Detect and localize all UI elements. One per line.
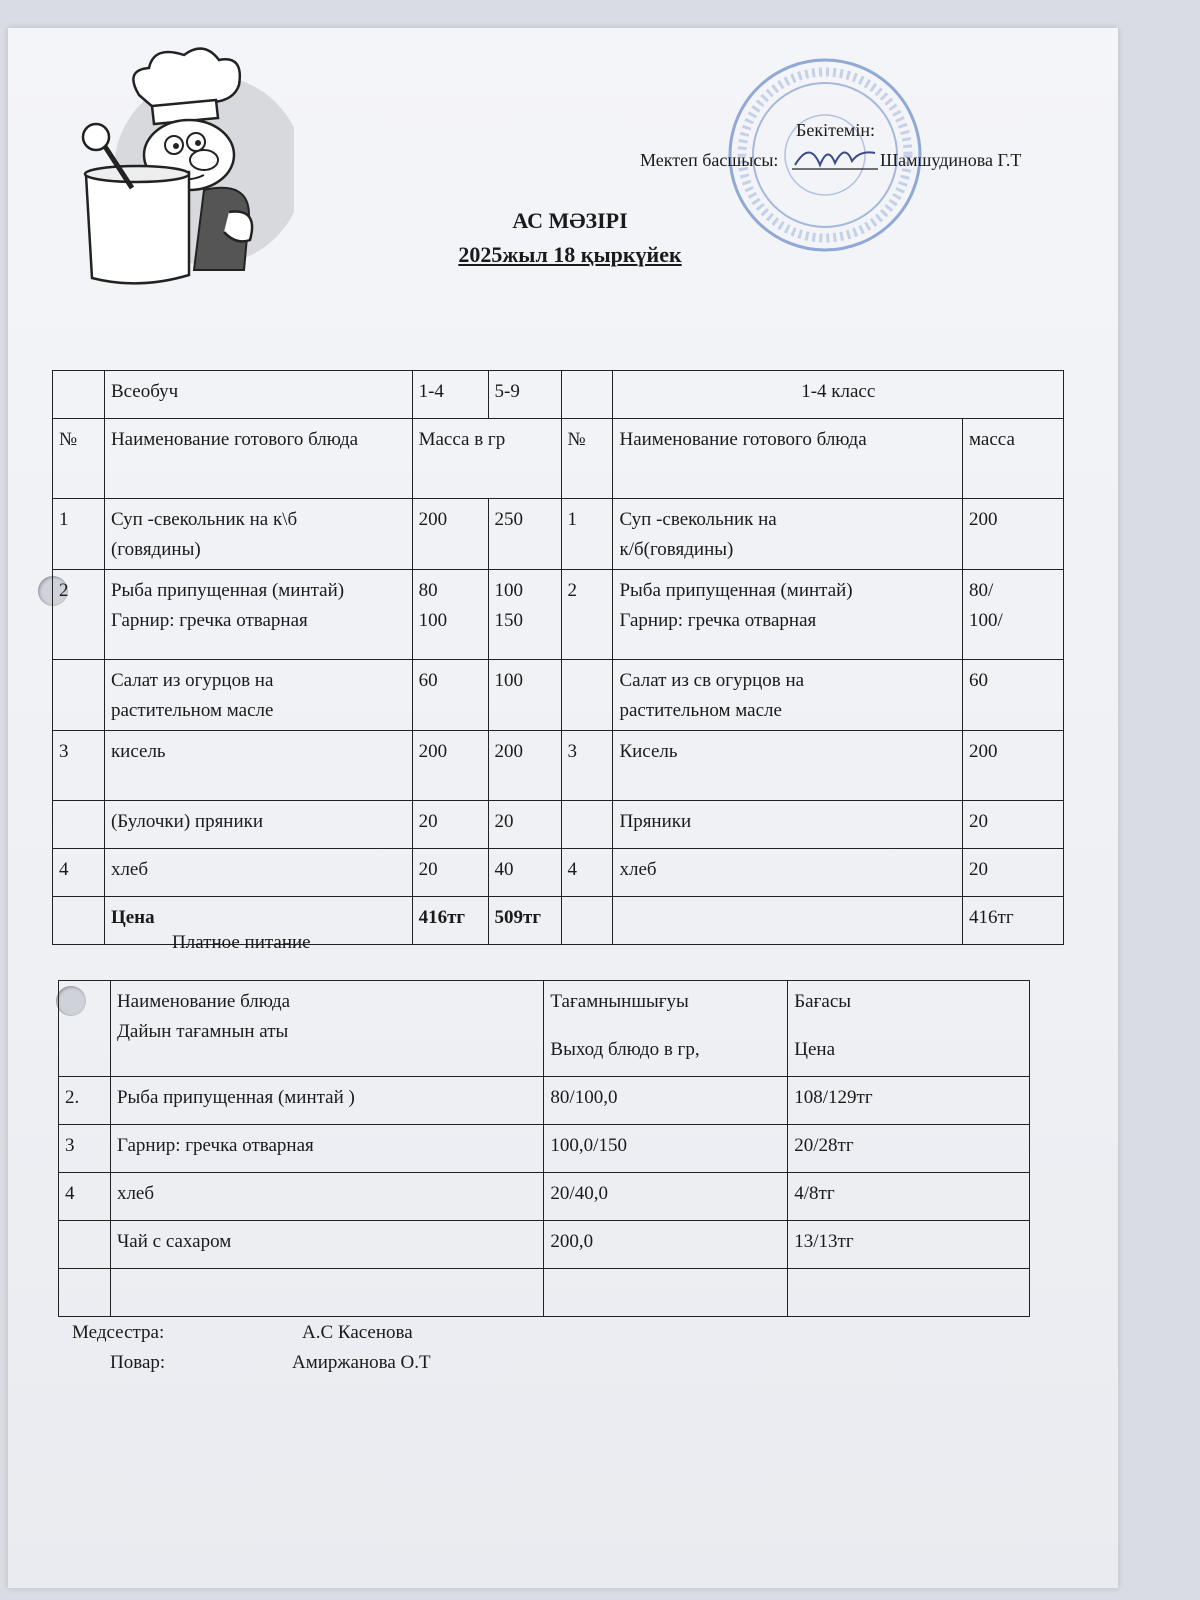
mass-5-9 [488, 849, 561, 897]
table-row [59, 1125, 1030, 1173]
header-cell [110, 981, 543, 1077]
mass [963, 801, 1064, 849]
cell-line: 60 [969, 670, 989, 691]
mass [963, 499, 1064, 570]
row-number: 2. [59, 1077, 111, 1125]
cell-line: 80/ [969, 580, 994, 601]
page-title: АС МӘЗІРІ [512, 208, 628, 233]
cell-line: растительном масле [110, 700, 274, 721]
cell-line: 80 [418, 580, 438, 601]
cell-line: Рыба припущенная (минтай) [619, 580, 853, 601]
cell-line: 20 [494, 811, 514, 832]
row-number: 1 [561, 499, 613, 570]
header-line: Наименование блюда [116, 991, 291, 1012]
mass-5-9 [488, 731, 561, 801]
cell-line: Гарнир: гречка отварная [110, 610, 308, 631]
cell-line: 200 [494, 741, 524, 762]
dish-price: 108/129тг [788, 1077, 1030, 1125]
price-5-9: 509тг [488, 897, 561, 945]
cell-line: к/б(говядины) [619, 539, 734, 560]
row-number [561, 801, 613, 849]
dish-name [613, 801, 963, 849]
dish-name: Чай с сахаром [110, 1221, 543, 1269]
cell-line: Суп -свекольник на [619, 509, 777, 530]
table-header-row [59, 981, 1030, 1077]
row-number: 3 [561, 731, 613, 801]
mass-1-4 [412, 570, 488, 660]
row-number [59, 1269, 111, 1317]
header-line: Дайын тағамнын аты [116, 1021, 289, 1042]
cell-line: 40 [494, 859, 514, 880]
mass [963, 731, 1064, 801]
cell-line: растительном масле [619, 700, 782, 721]
mass-1-4 [412, 849, 488, 897]
header-cell [59, 981, 111, 1077]
price-class-1-4: 416тг [963, 897, 1064, 945]
header-cell: Всеобуч [104, 371, 412, 419]
dish-yield: 200,0 [544, 1221, 788, 1269]
cell-line: 100 [418, 610, 448, 631]
cell-line: Суп -свекольник на к\б [110, 509, 298, 530]
row-number: 4 [59, 1173, 111, 1221]
paid-meals-table [58, 980, 1030, 1317]
cook-label: Повар: [110, 1352, 166, 1373]
row-number: 1 [53, 499, 105, 570]
table-row [53, 849, 1064, 897]
dish-price: 4/8тг [788, 1173, 1030, 1221]
cell-line: (говядины) [110, 539, 201, 560]
cell-line: кисель [110, 741, 166, 762]
cell-line: 100 [494, 580, 524, 601]
director-signature [790, 135, 880, 177]
dish-name [104, 660, 412, 731]
row-number: 3 [59, 1125, 111, 1173]
cell-line: Салат из св огурцов на [619, 670, 805, 691]
paid-meals-caption: Платное питание [172, 932, 311, 953]
mass [963, 570, 1064, 660]
header-cell: Наименование готового блюда [104, 419, 412, 499]
header-cell: 1-4 класс [613, 371, 1064, 419]
mass [963, 660, 1064, 731]
dish-name: Рыба припущенная (минтай ) [110, 1077, 543, 1125]
header-cell: № [561, 419, 613, 499]
mass [963, 849, 1064, 897]
table-header-row [53, 371, 1064, 419]
mass-5-9 [488, 660, 561, 731]
dish-price: 13/13тг [788, 1221, 1030, 1269]
row-number: 2 [53, 570, 105, 660]
price-1-4: 416тг [412, 897, 488, 945]
header-cell: № [53, 419, 105, 499]
director-label: Мектеп басшысы: [640, 150, 779, 170]
dish-yield: 80/100,0 [544, 1077, 788, 1125]
table-cell [613, 897, 963, 945]
header-line: Тағамныншығуы [550, 991, 689, 1012]
cell-line: 200 [969, 741, 998, 762]
header-cell [788, 981, 1030, 1077]
dish-name [104, 849, 412, 897]
row-number [53, 801, 105, 849]
row-number [561, 660, 613, 731]
paid-meals-body [59, 1077, 1030, 1317]
dish-name [613, 660, 963, 731]
cell-line: (Булочки) пряники [110, 811, 264, 832]
table-cell [561, 897, 613, 945]
table-cell [53, 897, 105, 945]
approved-label: Бекітемін: [796, 120, 875, 140]
dish-price [788, 1269, 1030, 1317]
cell-line: 100/ [969, 610, 1003, 631]
menu-table [52, 370, 1064, 945]
dish-name [613, 570, 963, 660]
header-line: Цена [794, 1039, 836, 1060]
cell-line: 100 [494, 670, 524, 691]
cell-line: 20 [969, 859, 989, 880]
mass-5-9 [488, 499, 561, 570]
director-name: Шамшудинова Г.Т [880, 150, 1022, 170]
dish-name: хлеб [110, 1173, 543, 1221]
header-cell [561, 371, 613, 419]
cell-line: хлеб [619, 859, 657, 880]
row-number [53, 660, 105, 731]
header-cell: Масса в гр [412, 419, 561, 499]
cell-line: 250 [494, 509, 524, 530]
dish-name [613, 731, 963, 801]
mass-5-9 [488, 570, 561, 660]
cell-line: 150 [494, 610, 524, 631]
header-line: Бағасы [794, 991, 852, 1012]
header-cell: масса [963, 419, 1064, 499]
dish-name: Гарнир: гречка отварная [110, 1125, 543, 1173]
menu-table-body [53, 499, 1064, 897]
dish-name [104, 731, 412, 801]
mass-1-4 [412, 499, 488, 570]
table-row [53, 801, 1064, 849]
cell-line: 200 [969, 509, 998, 530]
dish-yield [544, 1269, 788, 1317]
cell-line: Пряники [619, 811, 692, 832]
header-cell: Наименование готового блюда [613, 419, 963, 499]
row-number: 4 [53, 849, 105, 897]
table-header-row [53, 419, 1064, 499]
dish-name [613, 849, 963, 897]
dish-price: 20/28тг [788, 1125, 1030, 1173]
cell-line: Кисель [619, 741, 678, 762]
cell-line: хлеб [110, 859, 149, 880]
cell-line: Рыба припущенная (минтай) [110, 580, 345, 601]
table-row [53, 499, 1064, 570]
mass-1-4 [412, 660, 488, 731]
cell-line: 200 [418, 741, 448, 762]
cell-line: 20 [969, 811, 989, 832]
header-cell [544, 981, 788, 1077]
header-cell: 1-4 [412, 371, 488, 419]
menu-date: 2025жыл 18 қыркүйек [458, 242, 682, 267]
dish-name [104, 801, 412, 849]
dish-name [104, 570, 412, 660]
row-number [59, 1221, 111, 1269]
row-number: 2 [561, 570, 613, 660]
cook-name: Амиржанова О.Т [292, 1352, 431, 1373]
row-number: 4 [561, 849, 613, 897]
table-row [53, 660, 1064, 731]
dish-name [104, 499, 412, 570]
cell-line: Гарнир: гречка отварная [619, 610, 817, 631]
header-cell [53, 371, 105, 419]
table-row [53, 570, 1064, 660]
header-line: Выход блюдо в гр, [550, 1039, 700, 1060]
nurse-label: Медсестра: [72, 1322, 165, 1343]
table-row [59, 1269, 1030, 1317]
nurse-name: А.С Касенова [302, 1322, 413, 1343]
cell-line: 200 [418, 509, 448, 530]
cell-line: 20 [418, 811, 438, 832]
table-row [59, 1077, 1030, 1125]
mass-5-9 [488, 801, 561, 849]
row-number: 3 [53, 731, 105, 801]
cell-line: 60 [418, 670, 438, 691]
dish-name [613, 499, 963, 570]
price-label: Цена [104, 897, 412, 945]
mass-1-4 [412, 801, 488, 849]
dish-name [110, 1269, 543, 1317]
cell-line: 20 [418, 859, 438, 880]
dish-yield: 100,0/150 [544, 1125, 788, 1173]
table-row [59, 1173, 1030, 1221]
cell-line: Салат из огурцов на [110, 670, 274, 691]
header-cell: 5-9 [488, 371, 561, 419]
table-row [59, 1221, 1030, 1269]
dish-yield: 20/40,0 [544, 1173, 788, 1221]
mass-1-4 [412, 731, 488, 801]
table-row [53, 731, 1064, 801]
